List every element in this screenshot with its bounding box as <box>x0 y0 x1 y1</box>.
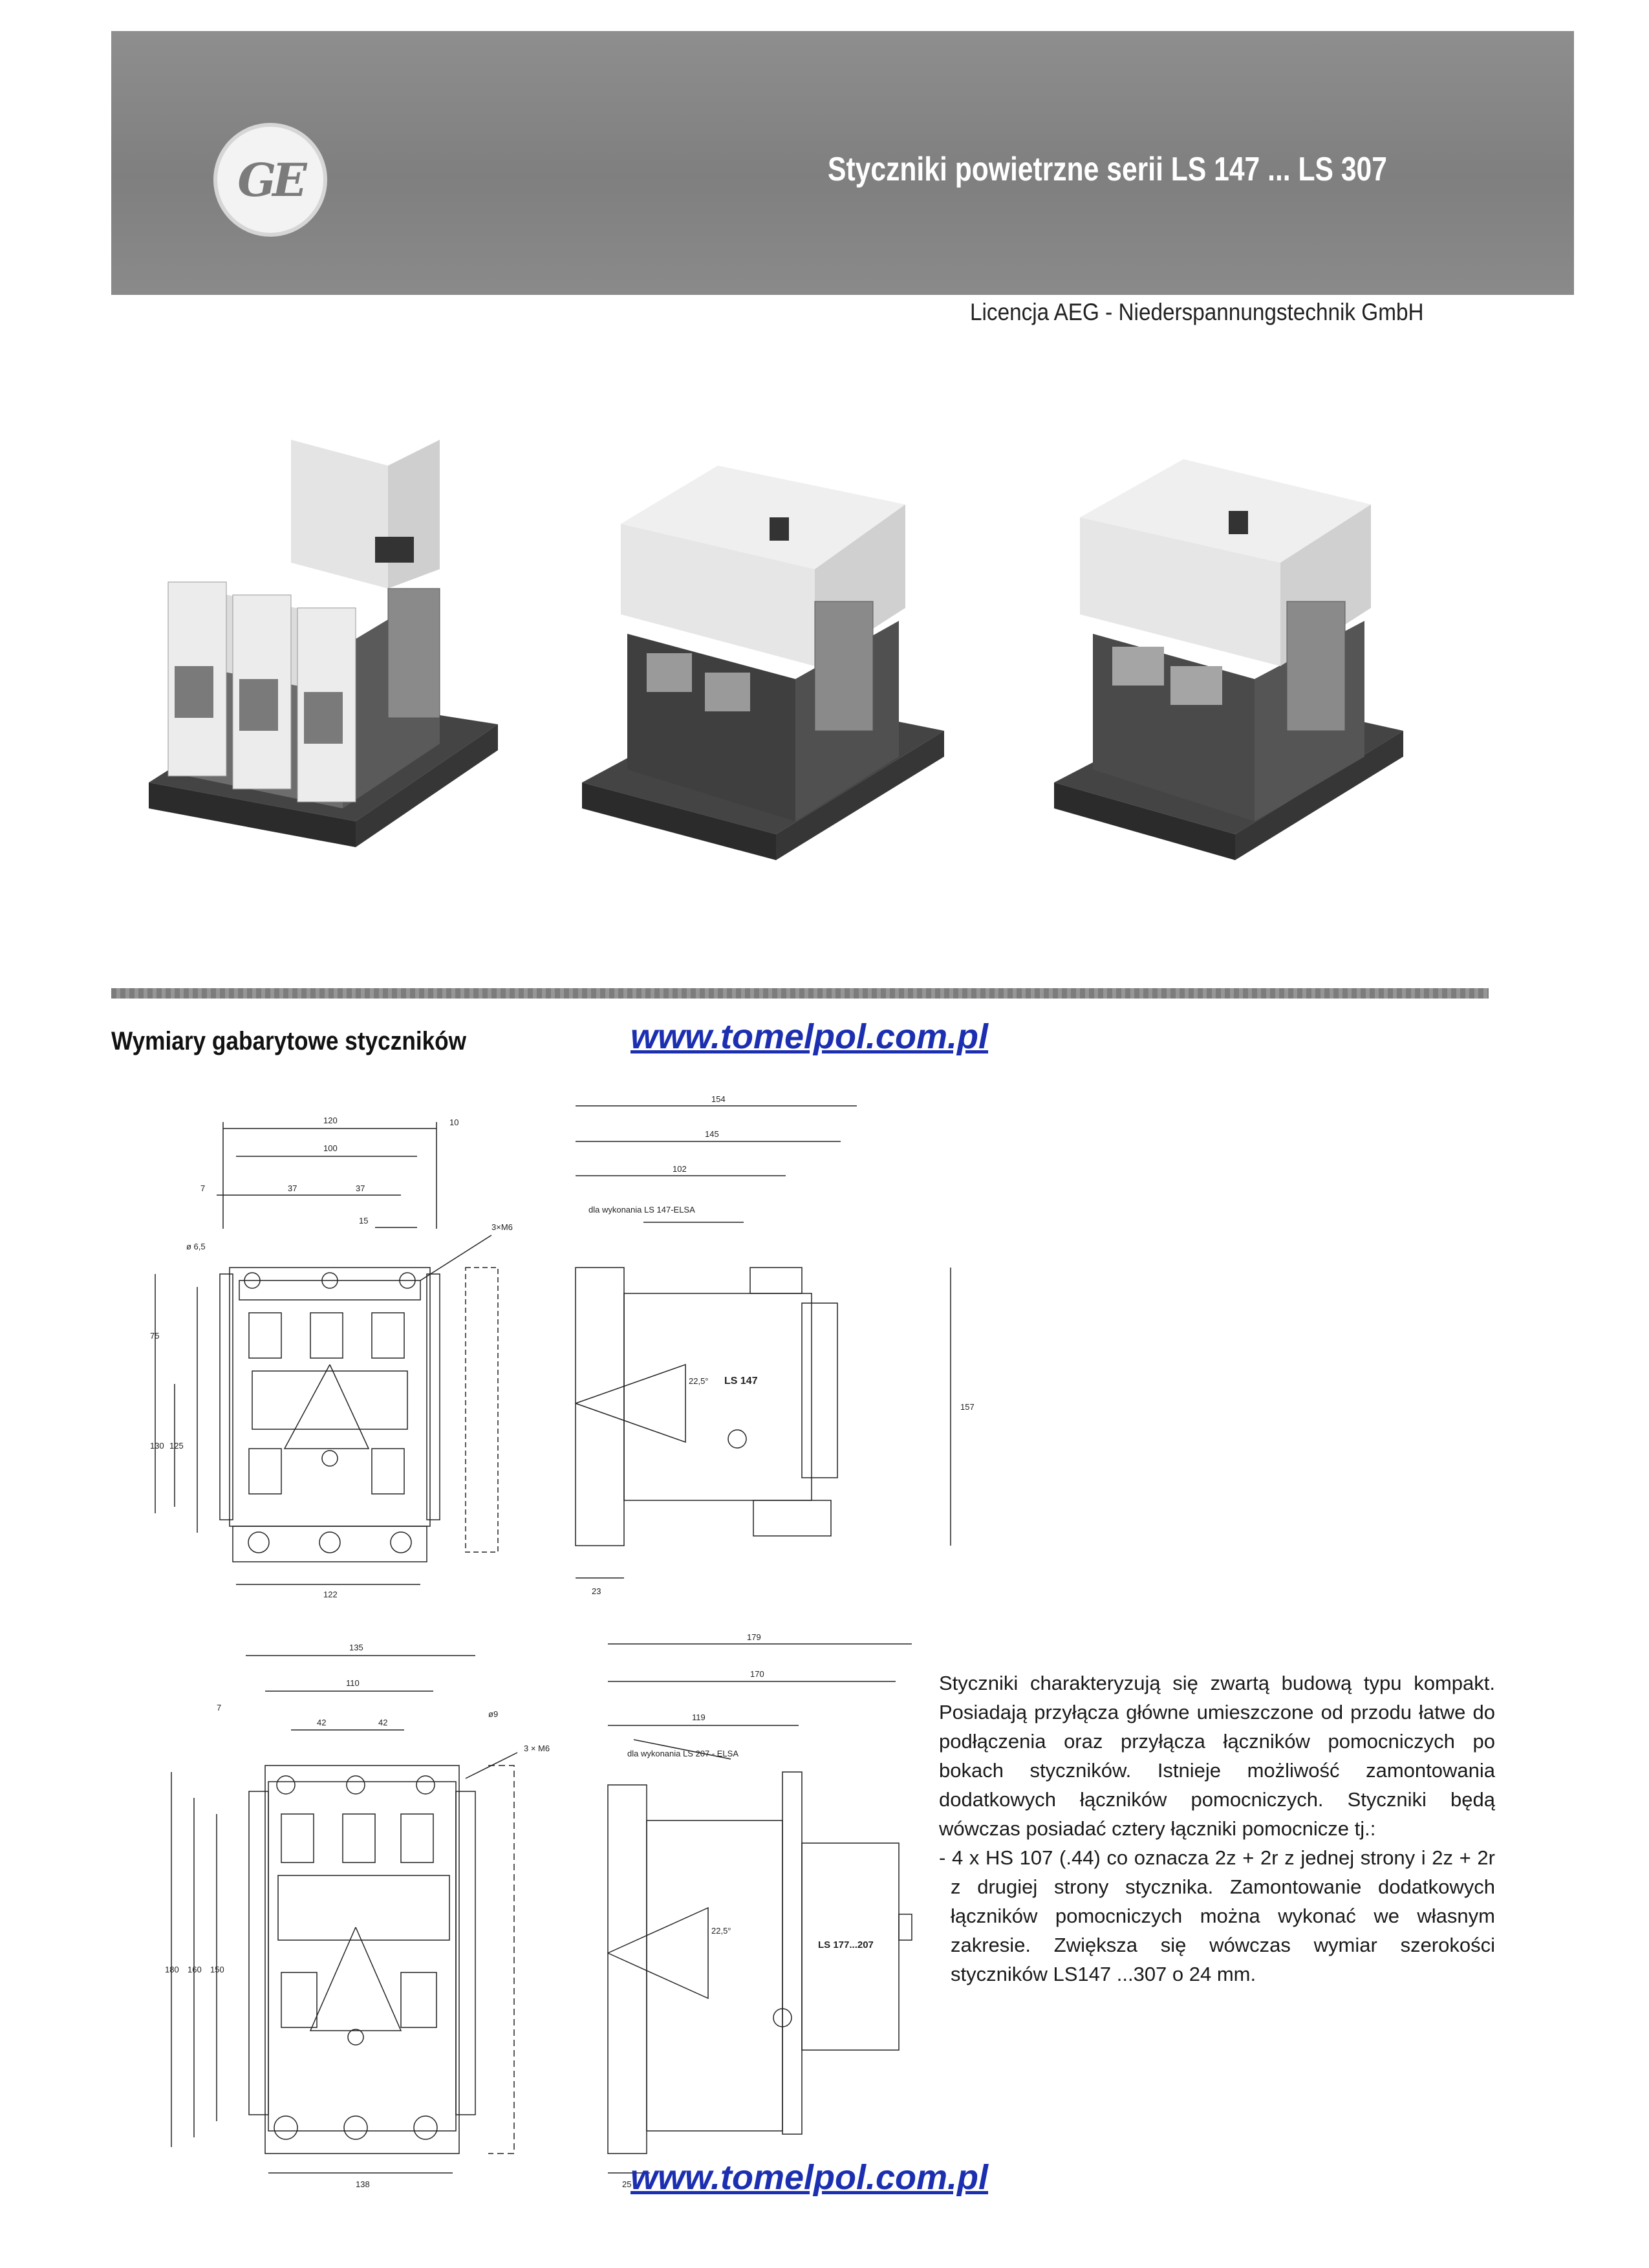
contactor-photo-3 <box>1041 420 1455 938</box>
drawing-ls177-front <box>116 1630 569 2189</box>
dim-37b: 37 <box>356 1183 365 1193</box>
screws-label: 3×M6 <box>491 1222 513 1232</box>
dim-37a: 37 <box>288 1183 297 1193</box>
ge-logo: GE <box>213 123 327 237</box>
dim-170: 170 <box>750 1669 764 1679</box>
dim-100: 100 <box>323 1143 338 1153</box>
dim-110: 110 <box>346 1678 360 1688</box>
screws-label: 3 × M6 <box>524 1744 550 1753</box>
dim-119: 119 <box>692 1712 706 1722</box>
dim-145: 145 <box>705 1129 719 1139</box>
dim-75: 75 <box>150 1331 160 1341</box>
dim-160: 160 <box>188 1965 202 1974</box>
dim-135: 135 <box>349 1643 363 1652</box>
dim-180: 180 <box>165 1965 179 1974</box>
dim-10: 10 <box>449 1118 459 1127</box>
license-text: Licencja AEG - Niederspannungstechnik GmbH <box>970 299 1424 325</box>
dim-phi: ø 6,5 <box>186 1242 206 1251</box>
drawing-ls147-front <box>116 1080 530 1610</box>
contactor-photo-1 <box>136 420 524 938</box>
description <box>939 1669 1495 1989</box>
dim-15: 15 <box>359 1216 369 1226</box>
elsa-note: dla wykonania LS 147-ELSA <box>588 1205 695 1215</box>
dim-122: 122 <box>323 1590 338 1599</box>
dim-42b: 42 <box>378 1718 388 1727</box>
dim-120: 120 <box>323 1116 338 1125</box>
website-link-top[interactable]: www.tomelpol.com.pl <box>630 1017 989 1056</box>
dim-42a: 42 <box>317 1718 327 1727</box>
dim-157: 157 <box>960 1402 975 1412</box>
angle-label: 22,5° <box>689 1376 709 1386</box>
dim-179: 179 <box>747 1632 761 1642</box>
dim-25: 25 <box>622 2179 632 2189</box>
model-label: LS 147 <box>724 1376 758 1387</box>
elsa-note: dla wykonania LS 207 - ELSA <box>627 1749 738 1758</box>
dim-125: 125 <box>169 1441 184 1451</box>
angle-label: 22,5° <box>711 1926 731 1936</box>
dim-phi: ø9 <box>488 1709 499 1719</box>
dim-150: 150 <box>210 1965 224 1974</box>
dim-23: 23 <box>592 1586 601 1596</box>
dim-7: 7 <box>200 1183 206 1193</box>
dim-7: 7 <box>217 1703 222 1712</box>
page-title: Styczniki powietrzne serii LS 147 ... LS 307 <box>828 151 1387 188</box>
description-paragraph: Styczniki charakteryzują się zwartą budową typu kompakt. Posiadają przyłącza główne umieszczone od przodu łatwe do podłączenia oraz przyłącza łączników pomocniczych po bokach styczników. Istnieje możliwość zamontowania dodatkowych łączników pomocniczych. Styczniki będą wówczas posiadać cztery łączniki pomocnicze tj.: <box>939 1672 1495 1840</box>
section-title: Wymiary gabarytowe styczników <box>111 1027 467 1055</box>
website-link-bottom[interactable]: www.tomelpol.com.pl <box>630 2158 989 2197</box>
drawing-ls147-side <box>556 1080 1022 1610</box>
description-list-item: - 4 x HS 107 (.44) co oznacza 2z + 2r z jednej strony i 2z + 2r z drugiej strony stycznika. Zamontowanie dodatkowych łączników pomocniczych można wykonać we własnym zakresie. Zwiększa się wówczas wymiar szerokości styczników LS147 ...307 o 24 mm. <box>939 1846 1495 1985</box>
dim-102: 102 <box>673 1164 687 1174</box>
dim-138: 138 <box>356 2179 370 2189</box>
section-divider <box>111 988 1489 999</box>
model-label: LS 177...207 <box>818 1939 874 1950</box>
dim-154: 154 <box>711 1094 726 1104</box>
dim-130: 130 <box>150 1441 164 1451</box>
contactor-photo-2 <box>582 420 970 938</box>
